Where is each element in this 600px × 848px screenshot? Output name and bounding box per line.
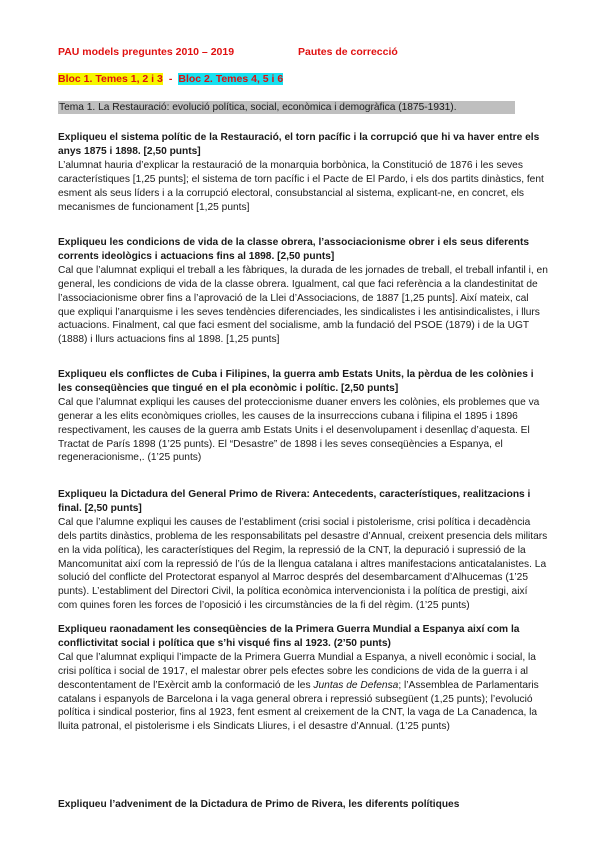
answer-text: Cal que l’alumnat expliqui les causes del proteccionisme duaner envers les colònies, els problemes que va generar a les elits econòmiques criolles, les causes de la insurreccions cubana i filipina el 1895 i 1896 respectivament, les causes de la guerra amb Estats Units i el desenvolupament i desenllaç d’aquesta. El Tractat de París 1898 (1’25 punts). El “Desastre” de 1898 i les seves conseqüències a Espanya, el regeneracionisme,. (1’25 punts) (58, 396, 540, 464)
question-text: Expliqueu l’adveniment de la Dictadura de Primo de Rivera, les diferents polítiques (58, 799, 460, 810)
tema-label: Tema 1. (59, 102, 96, 113)
question-block (58, 368, 548, 465)
bloc2-heading: Bloc 2. Temes 4, 5 i 6 (178, 73, 284, 85)
question-text: Expliqueu el sistema polític de la Restauració, el torn pacífic i la corrupció que hi va haver entre els anys 1875 i 1898. [2,50 punts] (58, 132, 540, 157)
question-block (58, 623, 548, 734)
question-text: Expliqueu la Dictadura del General Primo de Rivera: Antecedents, característiques, realitzacions i final. [2,50 punts] (58, 489, 531, 514)
question-block (58, 236, 548, 347)
bloc-headings (58, 73, 283, 85)
question-text: Expliqueu raonadament les conseqüències de la Primera Guerra Mundial a Espanya així com la conflictivitat social i política que s’hi visqué fins al 1923. (2’50 punts) (58, 624, 520, 649)
question-block (58, 488, 548, 613)
answer-text (58, 651, 548, 734)
answer-text: Cal que l’alumne expliqui les causes de l’establiment (crisi social i pistolerisme, crisi política i decadència dels partits dinàstics, problema de les responsabilitats pel desastre d’Annual, creixent presencia dels militars en la vida política), les característiques del Regim, la repressió de la CNT, la depuració i supressió de la Mancomunitat així com la repressió de l’ús de la llengua catalana i altres manifestacions anticatalanistes. La solució del conflicte del Protectorat espanyol al Marroc després del desembarcament d’Alhucemas (1’25 punts). L’establiment del Directori Civil, la política econòmica intervencionista i la política de prestigi, així com quines foren les forces de l’oposició i les circumstàncies de la fi del règim. (1’25 punts) (58, 516, 548, 612)
bloc-separator: - (168, 73, 173, 85)
question-text: Expliqueu els conflictes de Cuba i Filipines, la guerra amb Estats Units, la pèrdua de les colònies i les conseqüències que tingué en el pla econòmic i polític. [2,50 punts] (58, 369, 534, 394)
question-block (58, 131, 548, 214)
question-text: Expliqueu les condicions de vida de la classe obrera, l’associacionisme obrer i els seus diferents corrents ideològics i actuacions fins al 1898. [2,50 punts] (58, 237, 530, 262)
tema-heading (58, 101, 515, 114)
question-block (58, 798, 548, 812)
document-title: PAU models preguntes 2010 – 2019 (58, 46, 235, 58)
answer-text-part: Cal que l’alumnat expliqui l’impacte de la Primera Guerra Mundial a Espanya, a nivell econòmic i social, la crisi política i social de 1917, el malestar obrer pels efectes sobre les condicions de vida de la guerra i al descontentament de l’Exèrcit amb la conformació de les (58, 651, 536, 691)
document-subtitle: Pautes de correcció (298, 46, 398, 58)
bloc1-heading: Bloc 1. Temes 1, 2 i 3 (58, 73, 163, 85)
answer-text-italic: Juntas de Defensa (313, 679, 399, 691)
answer-text: Cal que l’alumnat expliqui el treball a les fàbriques, la durada de les jornades de treball, el treball infantil i, en general, les condicions de vida de la classe obrera. Igualment, cal que faci referència a la clandestinitat de l’associacionisme obrer fins a l’aprovació de la Llei d’Associacions, de 1887 [1,25 punts]. Així mateix, cal que expliqui l’anarquisme i les seves tendències diferenciades, les sindicalistes i les antisindicalistes, i llurs actuacions. Finalment, cal que faci esment del socialisme, amb la fundació del PSOE (1879) i de la UGT (1888) i llurs actuacions fins al 1898. [1,25 punts] (58, 264, 548, 346)
answer-text-part: ; l’Assemblea de Parlamentaris catalans i espanyols de Barcelona i la vaga general obrera i repressió subsegüent (1,25 punts); l’evolució política i sindical posterior, fins al 1923, fent esment al creixement de la CNT, la vaga de La Canadenca, la lluita patronal, el pistolerisme i els Sindicats Lliures, i el desastre d’Annual. (1’25 punts) (58, 679, 539, 733)
tema-text: La Restauració: evolució política, social, econòmica i demogràfica (1875-1931). (95, 102, 457, 113)
answer-text: L’alumnat hauria d’explicar la restauració de la monarquia borbònica, la Constitució de 1876 i les seves característiques [1,25 punts]; el sistema de torn pacífic i el Pacte de El Pardo, i els dos partits dinàstics, fent esment als seus líders i a la corrupció electoral, consubstancial al sistema, explicant-ne, en concret, els mecanismes de funcionament [1,25 punts] (58, 159, 544, 213)
